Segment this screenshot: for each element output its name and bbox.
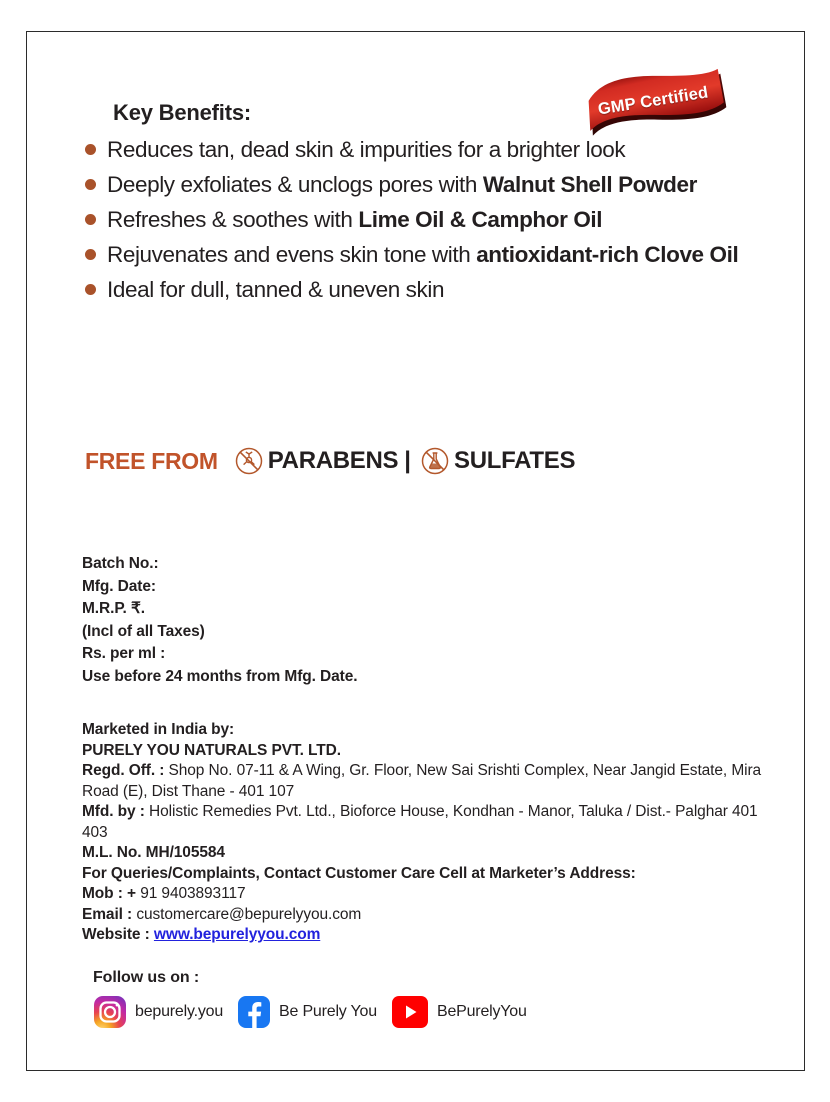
mfd-by-label: Mfd. by :: [82, 803, 150, 820]
benefit-item: [85, 238, 750, 271]
bullet-dot-icon: [85, 249, 96, 260]
bullet-dot-icon: [85, 144, 96, 155]
regd-office-value: Shop No. 07-11 & A Wing, Gr. Floor, New Sai Srishti Complex, Near Jangid Estate, Mira Road (E), Dist Thane - 401 107: [82, 762, 762, 800]
website-label: Website :: [82, 926, 154, 943]
free-from-section: [85, 446, 575, 476]
email-value: customercare@bepurelyyou.com: [136, 905, 362, 923]
ml-number: M.L. No. MH/105584: [82, 844, 225, 861]
instagram-handle: bepurely.you: [135, 1003, 224, 1020]
bullet-dot-icon: [85, 284, 96, 295]
benefit-text: Refreshes & soothes with Lime Oil & Camphor Oil: [107, 207, 603, 232]
social-link-instagram[interactable]: [93, 995, 223, 1029]
follow-us-title: Follow us on :: [93, 969, 200, 986]
website-line: [82, 925, 782, 946]
no-sulfates-icon: [420, 446, 450, 476]
batch-details-block: [82, 553, 357, 688]
facebook-icon[interactable]: [237, 995, 271, 1029]
gmp-badge-label: GMP Certified: [596, 82, 710, 119]
free-from-divider: |: [404, 447, 411, 474]
incl-taxes-line: (Incl of all Taxes): [82, 622, 205, 640]
benefit-item: [85, 273, 750, 306]
bullet-dot-icon: [85, 179, 96, 190]
product-label-card: [26, 31, 805, 1071]
social-links-row: [93, 995, 541, 1029]
rs-per-ml-line: Rs. per ml :: [82, 645, 166, 662]
benefit-item: [85, 168, 750, 201]
batch-no-line: Batch No.:: [82, 555, 159, 572]
key-benefits-section: [85, 100, 750, 308]
no-parabens-icon: [234, 446, 264, 476]
benefit-item: [85, 133, 750, 166]
marketer-details-block: [82, 720, 782, 946]
mfd-by-line: [82, 802, 782, 843]
bullet-dot-icon: [85, 214, 96, 225]
benefit-text: Deeply exfoliates & unclogs pores with Walnut Shell Powder: [107, 172, 697, 197]
instagram-icon[interactable]: [93, 995, 127, 1029]
mfd-by-value: Holistic Remedies Pvt. Ltd., Bioforce House, Kondhan - Manor, Taluka / Dist.- Palghar 401 403: [82, 803, 758, 841]
marketed-in-india-label: Marketed in India by:: [82, 721, 235, 738]
email-label: Email :: [82, 905, 137, 923]
email-line: [82, 905, 782, 926]
social-link-youtube[interactable]: [391, 995, 527, 1029]
mrp-line: M.R.P. ₹.: [82, 600, 145, 617]
facebook-handle: Be Purely You: [279, 1003, 377, 1020]
website-link[interactable]: www.bepurelyyou.com: [153, 926, 321, 943]
youtube-handle: BePurelyYou: [436, 1003, 527, 1020]
follow-us-section: [93, 969, 541, 1029]
benefit-text: Ideal for dull, tanned & uneven skin: [107, 277, 445, 302]
benefit-text: Rejuvenates and evens skin tone with antioxidant-rich Clove Oil: [107, 242, 739, 267]
queries-complaints-line: For Queries/Complaints, Contact Customer Care Cell at Marketer’s Address:: [82, 864, 636, 882]
key-benefits-title: Key Benefits:: [113, 100, 251, 125]
free-from-parabens: PARABENS: [267, 447, 399, 474]
free-from-label: FREE FROM: [85, 447, 218, 474]
mfg-date-line: Mfg. Date:: [82, 577, 156, 595]
regd-office-line: [82, 761, 782, 802]
company-name: PURELY YOU NATURALS PVT. LTD.: [82, 741, 341, 759]
regd-office-label: Regd. Off. :: [82, 762, 169, 779]
benefit-text: Reduces tan, dead skin & impurities for a brighter look: [107, 137, 626, 162]
mobile-line: [82, 884, 782, 905]
social-link-facebook[interactable]: [237, 995, 377, 1029]
mobile-value: 91 9403893117: [140, 885, 246, 902]
mobile-label: Mob : +: [82, 885, 141, 902]
use-before-line: Use before 24 months from Mfg. Date.: [82, 667, 358, 685]
youtube-icon[interactable]: [391, 995, 429, 1029]
benefit-item: [85, 203, 750, 236]
free-from-sulfates: SULFATES: [453, 447, 576, 474]
